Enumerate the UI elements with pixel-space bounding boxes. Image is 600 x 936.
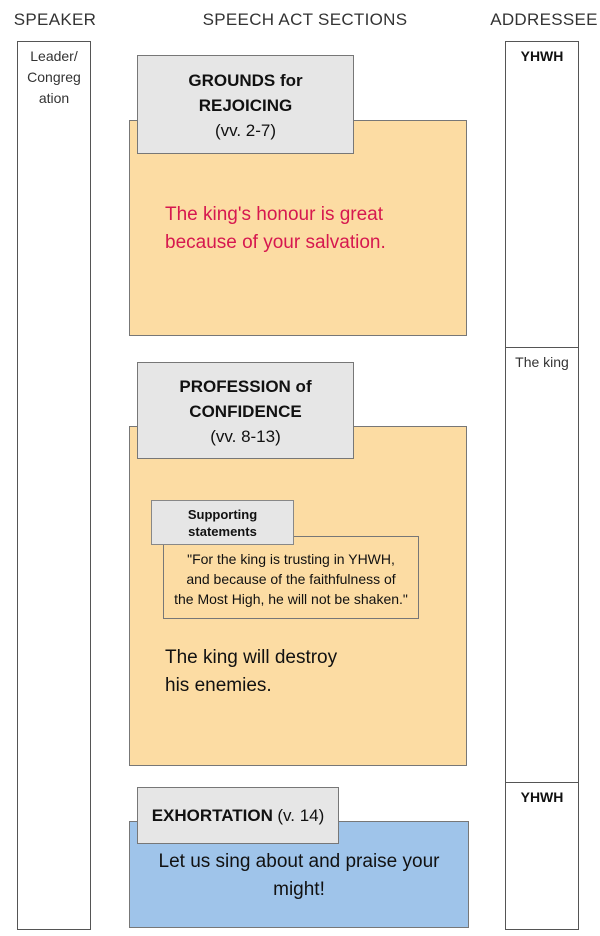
exhortation-title-tab — [137, 787, 339, 844]
grounds-title-line-2: REJOICING — [198, 96, 293, 115]
addressee-segment-3 — [505, 782, 579, 930]
speaker-line-2: Congreg — [27, 69, 81, 85]
grounds-body-text — [165, 201, 460, 257]
supporting-label-line-1: Supporting — [187, 507, 258, 522]
grounds-title-tab — [137, 55, 354, 154]
grounds-text-line-1: The king's honour is great — [165, 204, 384, 225]
confidence-title-line-1: PROFESSION of — [179, 377, 312, 396]
grounds-title-line-1: GROUNDS for — [188, 71, 303, 90]
confidence-title-tab — [137, 362, 354, 459]
grounds-text-line-2: because of your salvation. — [165, 232, 386, 253]
supporting-label-line-2: statements — [188, 524, 257, 539]
sections-header: SPEECH ACT SECTIONS — [202, 10, 408, 29]
speaker-column — [17, 41, 91, 930]
quote-line-3: the Most High, he will not be shaken." — [174, 591, 408, 607]
quote-line-2: and because of the faithfulness of — [186, 571, 396, 587]
exhortation-title: EXHORTATION — [151, 806, 273, 825]
addressee-yhwh-1: YHWH — [520, 48, 564, 64]
addressee-segment-1 — [505, 41, 579, 348]
addressee-king: The king — [515, 354, 569, 370]
speaker-header: SPEAKER — [13, 10, 97, 29]
quote-line-1: "For the king is trusting in YHWH, — [187, 551, 395, 567]
confidence-body-text — [165, 644, 455, 700]
supporting-quote-box — [163, 536, 419, 619]
confidence-verse-ref: (vv. 8-13) — [210, 427, 281, 446]
exhortation-text-line-1: Let us sing about and praise your — [158, 851, 440, 872]
confidence-text-line-2: his enemies. — [165, 675, 272, 696]
addressee-header: ADDRESSEE — [490, 10, 598, 29]
confidence-text-line-1: The king will destroy — [165, 647, 338, 668]
addressee-yhwh-2: YHWH — [520, 789, 564, 805]
exhortation-text-line-2: might! — [273, 879, 325, 900]
speaker-line-1: Leader/ — [30, 48, 78, 64]
confidence-title-line-2: CONFIDENCE — [189, 402, 302, 421]
grounds-verse-ref: (vv. 2-7) — [214, 121, 277, 140]
supporting-statements-tab — [151, 500, 294, 545]
exhortation-verse-ref: (v. 14) — [277, 806, 325, 825]
addressee-segment-2 — [505, 347, 579, 783]
speaker-line-3: ation — [38, 90, 70, 106]
